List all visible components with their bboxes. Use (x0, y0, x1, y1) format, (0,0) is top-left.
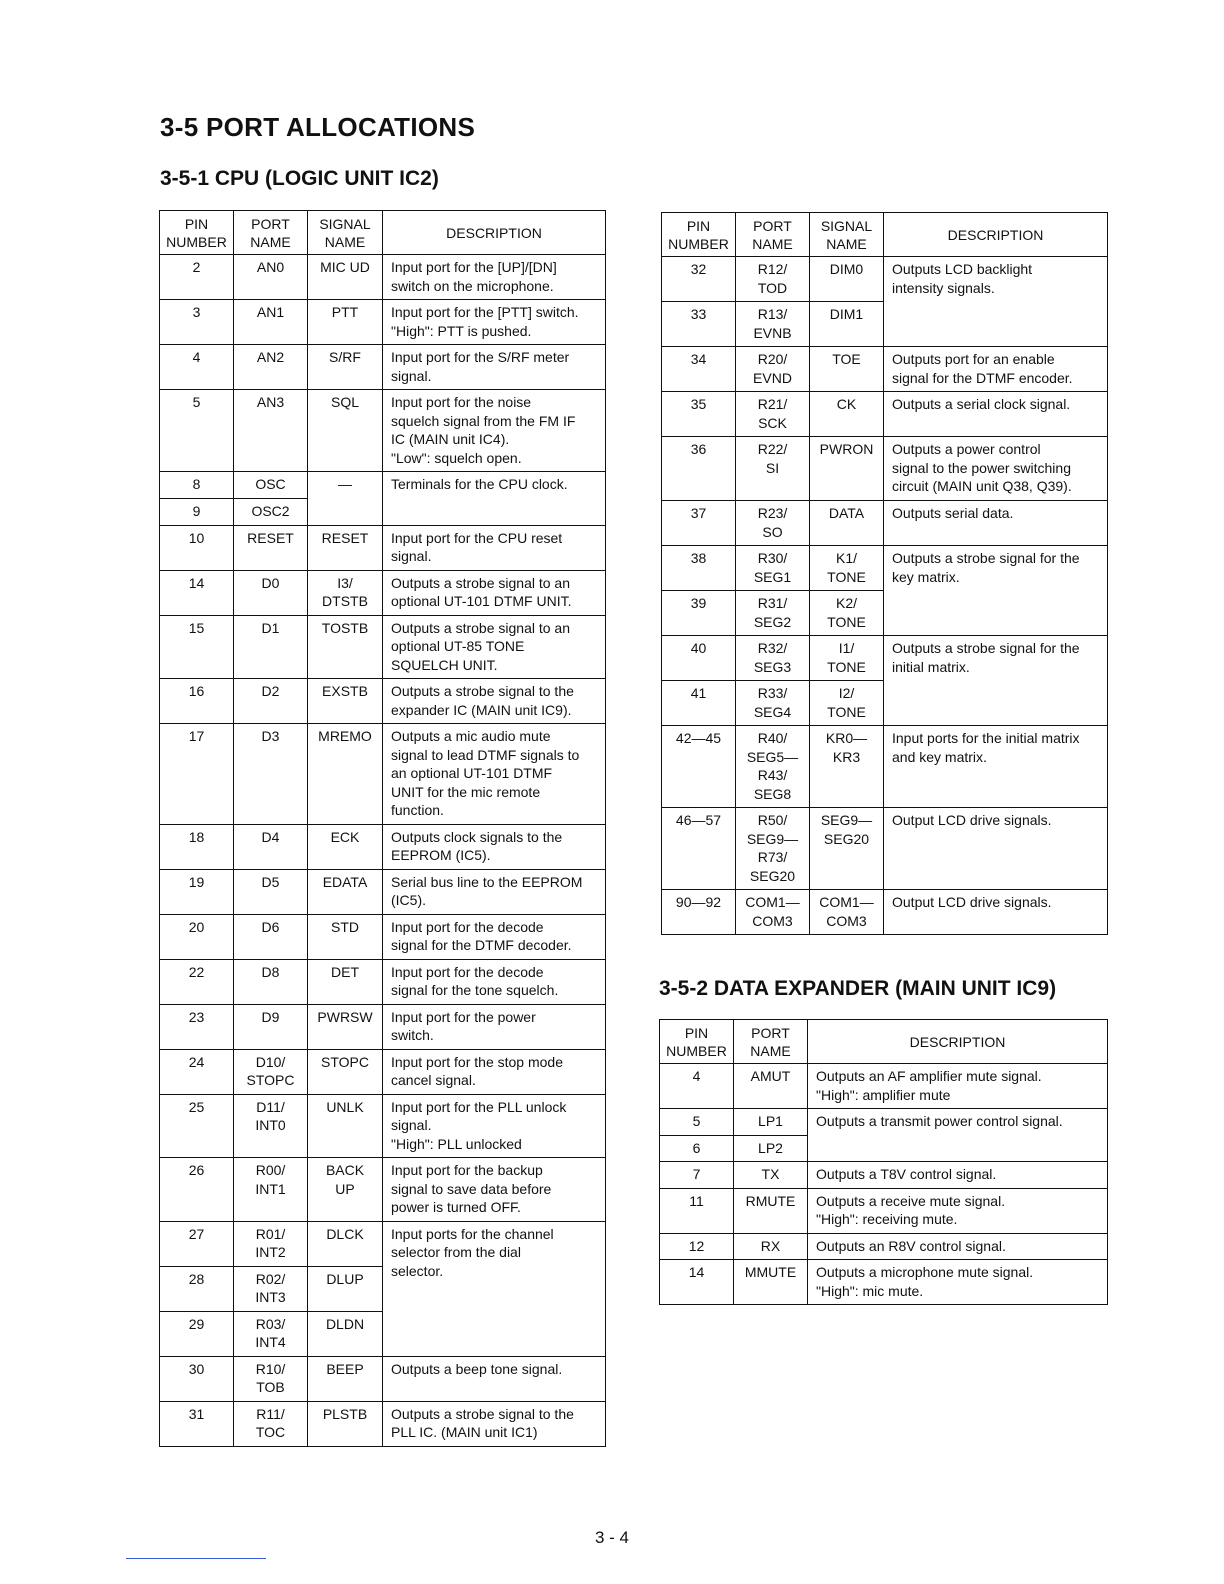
port-cell: R12/ TOD (736, 257, 810, 302)
pin-cell: 29 (160, 1311, 234, 1356)
header-description: DESCRIPTION (884, 213, 1108, 257)
pin-cell: 33 (662, 302, 736, 347)
pin-cell: 24 (160, 1049, 234, 1094)
port-cell: D0 (234, 570, 308, 615)
description-cell: Outputs a strobe signal to an optional UT-101 DTMF UNIT. (383, 570, 606, 615)
description-cell: Outputs a strobe signal to an optional UT-85 TONE SQUELCH UNIT. (383, 615, 606, 679)
pin-cell: 7 (660, 1162, 734, 1189)
pin-cell: 12 (660, 1233, 734, 1260)
pin-cell: 4 (160, 345, 234, 390)
pin-cell: 14 (660, 1260, 734, 1305)
description-cell: Input port for the [PTT] switch. "High": PTT is pushed. (383, 300, 606, 345)
pin-cell: 32 (662, 257, 736, 302)
section-heading-cpu: 3-5-1 CPU (LOGIC UNIT IC2) (160, 167, 439, 190)
table-row (660, 1109, 1108, 1136)
table-row (160, 1094, 606, 1158)
description-cell: Input port for the PLL unlock signal. "High": PLL unlocked (383, 1094, 606, 1158)
table-row (662, 636, 1108, 681)
signal-cell: DATA (810, 501, 884, 546)
signal-cell: EXSTB (308, 679, 383, 724)
pin-cell: 16 (160, 679, 234, 724)
header-pin-number: PIN NUMBER (662, 213, 736, 257)
pin-cell: 17 (160, 724, 234, 825)
footer-rule (126, 1558, 266, 1559)
table-row (160, 255, 606, 300)
pin-cell: 6 (660, 1135, 734, 1162)
table-row (662, 437, 1108, 501)
description-cell: Input port for the decode signal for the tone squelch. (383, 959, 606, 1004)
signal-cell: TOSTB (308, 615, 383, 679)
header-pin-number: PIN NUMBER (660, 1020, 734, 1064)
port-cell: OSC (234, 472, 308, 499)
port-cell: MMUTE (734, 1260, 808, 1305)
port-cell: R32/ SEG3 (736, 636, 810, 681)
description-cell: Outputs an AF amplifier mute signal. "High": amplifier mute (808, 1064, 1108, 1109)
description-cell: Outputs a receive mute signal. "High": receiving mute. (808, 1188, 1108, 1233)
table-row (160, 724, 606, 825)
header-signal-name: SIGNAL NAME (308, 211, 383, 255)
table-row (660, 1260, 1108, 1305)
port-cell: R20/ EVND (736, 347, 810, 392)
port-cell: RX (734, 1233, 808, 1260)
pin-cell: 18 (160, 824, 234, 869)
pin-cell: 42—45 (662, 726, 736, 808)
table-row (662, 546, 1108, 591)
description-cell: Outputs a transmit power control signal. (808, 1109, 1108, 1162)
table-row (160, 959, 606, 1004)
header-pin-number: PIN NUMBER (160, 211, 234, 255)
pin-cell: 19 (160, 869, 234, 914)
port-cell: R50/ SEG9— R73/ SEG20 (736, 808, 810, 890)
pin-cell: 36 (662, 437, 736, 501)
pin-cell: 30 (160, 1356, 234, 1401)
pin-cell: 35 (662, 392, 736, 437)
table-row (662, 726, 1108, 808)
port-cell: R13/ EVNB (736, 302, 810, 347)
table-row (160, 824, 606, 869)
header-description: DESCRIPTION (808, 1020, 1108, 1064)
signal-cell: TOE (810, 347, 884, 392)
signal-cell: K2/ TONE (810, 591, 884, 636)
description-cell: Outputs a strobe signal for the initial matrix. (884, 636, 1108, 726)
pin-cell: 23 (160, 1004, 234, 1049)
description-cell: Outputs port for an enable signal for the DTMF encoder. (884, 347, 1108, 392)
port-cell: D6 (234, 914, 308, 959)
port-cell: AMUT (734, 1064, 808, 1109)
description-cell: Output LCD drive signals. (884, 808, 1108, 890)
description-cell: Terminals for the CPU clock. (383, 472, 606, 526)
signal-cell: STOPC (308, 1049, 383, 1094)
description-cell: Input port for the [UP]/[DN] switch on the microphone. (383, 255, 606, 300)
pin-cell: 9 (160, 499, 234, 526)
description-cell: Outputs clock signals to the EEPROM (IC5). (383, 824, 606, 869)
signal-cell: DLCK (308, 1221, 383, 1266)
signal-cell: UNLK (308, 1094, 383, 1158)
port-cell: R31/ SEG2 (736, 591, 810, 636)
pin-cell: 27 (160, 1221, 234, 1266)
description-cell: Outputs a T8V control signal. (808, 1162, 1108, 1189)
pin-cell: 38 (662, 546, 736, 591)
port-cell: D1 (234, 615, 308, 679)
pin-cell: 46—57 (662, 808, 736, 890)
signal-cell: BACK UP (308, 1158, 383, 1222)
table-row (660, 1188, 1108, 1233)
table-row (160, 570, 606, 615)
table-row (662, 392, 1108, 437)
port-cell: RMUTE (734, 1188, 808, 1233)
page-title: 3-5 PORT ALLOCATIONS (160, 112, 476, 142)
description-cell: Input port for the decode signal for the DTMF decoder. (383, 914, 606, 959)
port-cell: COM1— COM3 (736, 890, 810, 935)
table-row (160, 869, 606, 914)
signal-cell: PWRSW (308, 1004, 383, 1049)
pin-cell: 41 (662, 681, 736, 726)
expander-port-table (659, 1019, 1108, 1305)
table-row (160, 1356, 606, 1401)
description-cell: Output LCD drive signals. (884, 890, 1108, 935)
table-row (660, 1233, 1108, 1260)
signal-cell: I1/ TONE (810, 636, 884, 681)
description-cell: Input ports for the channel selector from the dial selector. (383, 1221, 606, 1356)
signal-cell: DIM0 (810, 257, 884, 302)
description-cell: Outputs an R8V control signal. (808, 1233, 1108, 1260)
signal-cell: S/RF (308, 345, 383, 390)
table-row (160, 1049, 606, 1094)
port-cell: R00/ INT1 (234, 1158, 308, 1222)
description-cell: Outputs a serial clock signal. (884, 392, 1108, 437)
description-cell: Input port for the power switch. (383, 1004, 606, 1049)
signal-cell: STD (308, 914, 383, 959)
port-cell: AN3 (234, 390, 308, 472)
pin-cell: 2 (160, 255, 234, 300)
pin-cell: 26 (160, 1158, 234, 1222)
port-cell: R01/ INT2 (234, 1221, 308, 1266)
pin-cell: 4 (660, 1064, 734, 1109)
pin-cell: 40 (662, 636, 736, 681)
signal-cell: I3/ DTSTB (308, 570, 383, 615)
pin-cell: 34 (662, 347, 736, 392)
signal-cell: I2/ TONE (810, 681, 884, 726)
signal-cell: PWRON (810, 437, 884, 501)
page-number: 3 - 4 (594, 1528, 630, 1547)
description-cell: Input port for the S/RF meter signal. (383, 345, 606, 390)
pin-cell: 20 (160, 914, 234, 959)
signal-cell: EDATA (308, 869, 383, 914)
port-cell: R02/ INT3 (234, 1266, 308, 1311)
description-cell: Input port for the CPU reset signal. (383, 525, 606, 570)
header-port-name: PORT NAME (736, 213, 810, 257)
port-cell: D2 (234, 679, 308, 724)
port-cell: D5 (234, 869, 308, 914)
pin-cell: 22 (160, 959, 234, 1004)
port-cell: D9 (234, 1004, 308, 1049)
pin-cell: 28 (160, 1266, 234, 1311)
pin-cell: 15 (160, 615, 234, 679)
port-cell: R33/ SEG4 (736, 681, 810, 726)
signal-cell: SEG9— SEG20 (810, 808, 884, 890)
header-port-name: PORT NAME (734, 1020, 808, 1064)
description-cell: Outputs a mic audio mute signal to lead DTMF signals to an optional UT-101 DTMF UNIT for the mic remote function. (383, 724, 606, 825)
signal-cell: ECK (308, 824, 383, 869)
signal-cell: K1/ TONE (810, 546, 884, 591)
table-row (160, 390, 606, 472)
signal-cell: MIC UD (308, 255, 383, 300)
port-cell: D4 (234, 824, 308, 869)
pin-cell: 37 (662, 501, 736, 546)
pin-cell: 39 (662, 591, 736, 636)
pin-cell: 5 (660, 1109, 734, 1136)
port-cell: D8 (234, 959, 308, 1004)
port-cell: OSC2 (234, 499, 308, 526)
pin-cell: 25 (160, 1094, 234, 1158)
port-cell: R21/ SCK (736, 392, 810, 437)
port-cell: R03/ INT4 (234, 1311, 308, 1356)
pin-cell: 14 (160, 570, 234, 615)
description-cell: Outputs serial data. (884, 501, 1108, 546)
table-row (160, 472, 606, 499)
table-row (662, 808, 1108, 890)
port-cell: R30/ SEG1 (736, 546, 810, 591)
description-cell: Serial bus line to the EEPROM (IC5). (383, 869, 606, 914)
cpu-port-table-left (159, 210, 606, 1447)
signal-cell: DLUP (308, 1266, 383, 1311)
port-cell: AN2 (234, 345, 308, 390)
table-row (660, 1064, 1108, 1109)
pin-cell: 11 (660, 1188, 734, 1233)
table-row (160, 345, 606, 390)
port-cell: AN0 (234, 255, 308, 300)
signal-cell: KR0— KR3 (810, 726, 884, 808)
signal-cell: DIM1 (810, 302, 884, 347)
signal-cell: PLSTB (308, 1401, 383, 1446)
port-cell: LP2 (734, 1135, 808, 1162)
port-cell: R11/ TOC (234, 1401, 308, 1446)
section-heading-expander: 3-5-2 DATA EXPANDER (MAIN UNIT IC9) (659, 977, 1057, 1000)
table-row (662, 501, 1108, 546)
description-cell: Outputs a strobe signal to the PLL IC. (MAIN unit IC1) (383, 1401, 606, 1446)
description-cell: Outputs a strobe signal for the key matrix. (884, 546, 1108, 636)
port-cell: TX (734, 1162, 808, 1189)
signal-cell: PTT (308, 300, 383, 345)
description-cell: Outputs a microphone mute signal. "High": mic mute. (808, 1260, 1108, 1305)
table-row (160, 1004, 606, 1049)
description-cell: Input ports for the initial matrix and key matrix. (884, 726, 1108, 808)
pin-cell: 31 (160, 1401, 234, 1446)
description-cell: Input port for the stop mode cancel signal. (383, 1049, 606, 1094)
port-cell: LP1 (734, 1109, 808, 1136)
description-cell: Input port for the noise squelch signal from the FM IF IC (MAIN unit IC4). "Low": squelch open. (383, 390, 606, 472)
signal-cell: RESET (308, 525, 383, 570)
pin-cell: 8 (160, 472, 234, 499)
signal-cell: — (308, 472, 383, 526)
description-cell: Outputs a strobe signal to the expander IC (MAIN unit IC9). (383, 679, 606, 724)
description-cell: Outputs a beep tone signal. (383, 1356, 606, 1401)
table-row (160, 615, 606, 679)
table-row (160, 1221, 606, 1266)
table-row (662, 890, 1108, 935)
description-cell: Outputs a power control signal to the power switching circuit (MAIN unit Q38, Q39). (884, 437, 1108, 501)
port-cell: D3 (234, 724, 308, 825)
header-description: DESCRIPTION (383, 211, 606, 255)
port-cell: D10/ STOPC (234, 1049, 308, 1094)
table-row (160, 1401, 606, 1446)
port-cell: R10/ TOB (234, 1356, 308, 1401)
pin-cell: 90—92 (662, 890, 736, 935)
pin-cell: 5 (160, 390, 234, 472)
table-row (662, 347, 1108, 392)
table-row (160, 525, 606, 570)
pin-cell: 3 (160, 300, 234, 345)
header-port-name: PORT NAME (234, 211, 308, 255)
signal-cell: COM1— COM3 (810, 890, 884, 935)
port-cell: AN1 (234, 300, 308, 345)
port-cell: R40/ SEG5— R43/ SEG8 (736, 726, 810, 808)
port-cell: D11/ INT0 (234, 1094, 308, 1158)
signal-cell: CK (810, 392, 884, 437)
table-row (160, 1158, 606, 1222)
port-cell: R23/ SO (736, 501, 810, 546)
port-cell: R22/ SI (736, 437, 810, 501)
header-signal-name: SIGNAL NAME (810, 213, 884, 257)
signal-cell: DLDN (308, 1311, 383, 1356)
description-cell: Input port for the backup signal to save data before power is turned OFF. (383, 1158, 606, 1222)
table-row (660, 1162, 1108, 1189)
signal-cell: BEEP (308, 1356, 383, 1401)
signal-cell: DET (308, 959, 383, 1004)
table-row (662, 257, 1108, 302)
signal-cell: SQL (308, 390, 383, 472)
table-row (160, 300, 606, 345)
port-cell: RESET (234, 525, 308, 570)
cpu-port-table-right (661, 212, 1108, 935)
table-row (160, 914, 606, 959)
pin-cell: 10 (160, 525, 234, 570)
table-row (160, 679, 606, 724)
description-cell: Outputs LCD backlight intensity signals. (884, 257, 1108, 347)
signal-cell: MREMO (308, 724, 383, 825)
